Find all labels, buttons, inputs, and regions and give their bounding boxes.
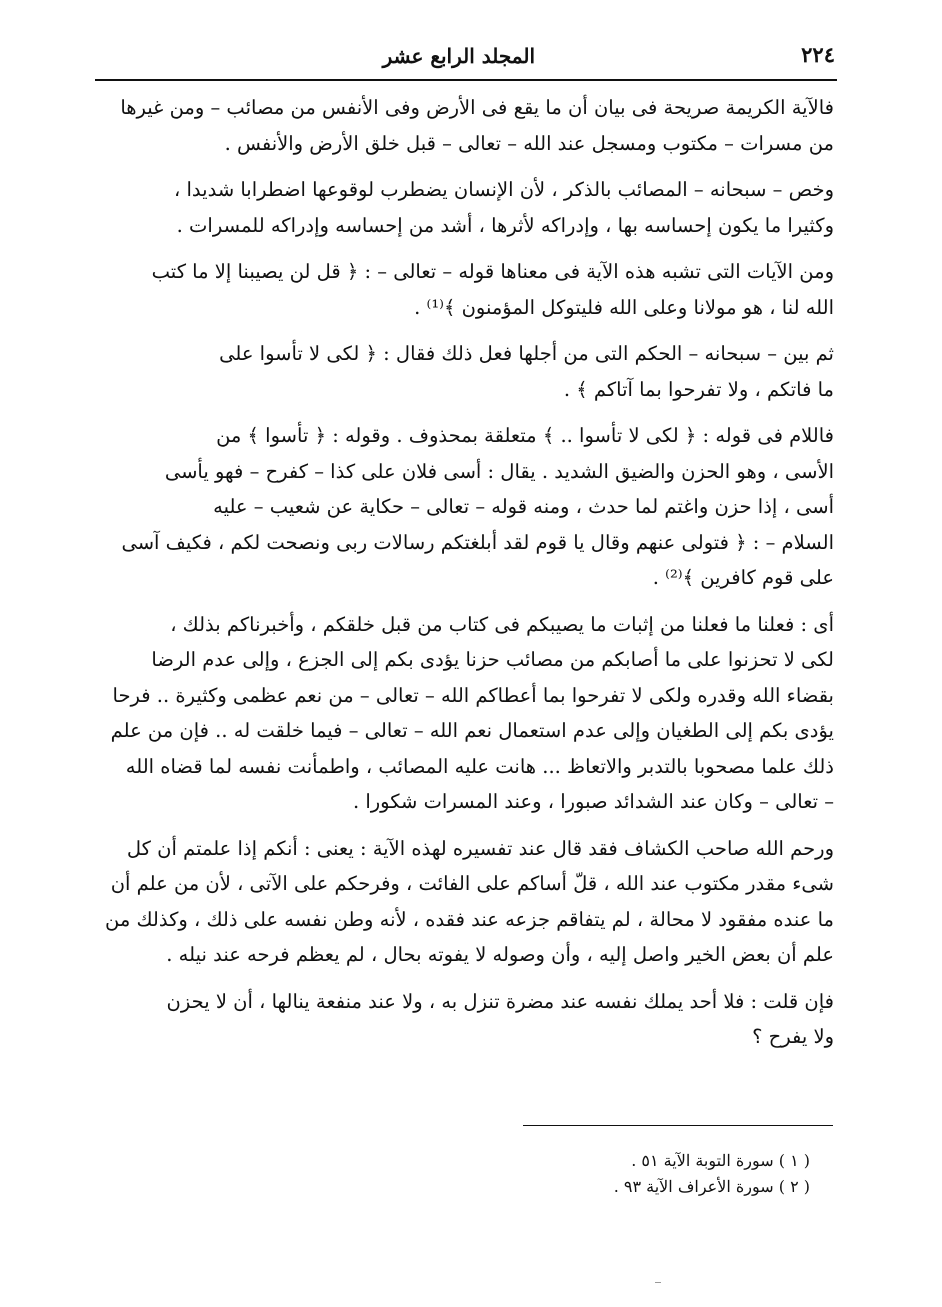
- text-line: وخص – سبحانه – المصائب بالذكر ، لأن الإنسان يضطرب لوقوعها اضطرابا شديدا ،: [174, 178, 834, 201]
- paragraph-3: [82, 254, 834, 325]
- page-number: ٢٢٤: [801, 42, 835, 67]
- text-line: فإن قلت : فلا أحد يملك نفسه عند مضرة تنزل به ، ولا عند منفعة ينالها ، أن لا يحزن: [166, 989, 834, 1013]
- text-line: السلام – : ﴿ فتولى عنهم وقال يا قوم لقد أبلغتكم رسالات ربى ونصحت لكم ، فكيف آسى: [121, 530, 834, 554]
- header-rule: [95, 79, 837, 81]
- paragraph-2: [82, 172, 834, 243]
- paragraph-7: [82, 831, 834, 973]
- page-header: [95, 38, 835, 78]
- text-line: وكثيرا ما يكون إحساسه بها ، وإدراكه لأثرها ، أشد من إحساسه وإدراكه للمسرات .: [176, 213, 834, 237]
- text-line: بقضاء الله وقدره ولكى لا تفرحوا بما أعطاكم الله – تعالى – من نعم عظمى وكثيرة .. فرحا: [112, 683, 834, 707]
- text-line: يؤدى بكم إلى الطغيان وإلى عدم استعمال نعم الله – تعالى – فيما خلقت له .. فإن من علم: [110, 719, 834, 742]
- text-line: أسى ، إذا حزن واغتم لما حدث ، ومنه قوله – تعالى – حكاية عن شعيب – عليه: [213, 495, 834, 518]
- text-line: ثم بين – سبحانه – الحكم التى من أجلها فعل ذلك فقال : ﴿ لكى لا تأسوا على: [219, 342, 834, 365]
- paragraph-5: [82, 418, 834, 596]
- paragraph-6: [82, 607, 834, 820]
- running-title: المجلد الرابع عشر: [382, 44, 535, 68]
- text-line: ومن الآيات التى تشبه هذه الآية فى معناها قوله – تعالى – : ﴿ قل لن يصيبنا إلا ما كتب: [151, 260, 834, 283]
- text-line: ما عنده مفقود لا محالة ، لم يتفاقم جزعه عند فقده ، لأنه وطن نفسه على ذلك ، وكذلك من: [105, 907, 834, 931]
- paragraph-1: [82, 90, 834, 161]
- text-line: لكى لا تحزنوا على ما أصابكم من مصائب حزنا يؤدى بكم إلى الجزع ، وإلى عدم الرضا: [151, 648, 834, 671]
- text-line: ورحم الله صاحب الكشاف فقد قال عند تفسيره لهذه الآية : يعنى : أنكم إذا علمتم أن كل: [126, 836, 834, 860]
- paragraph-8: [82, 984, 834, 1055]
- text-line: من مسرات – مكتوب ومسجل عند الله – تعالى – قبل خلق الأرض والأنفس .: [224, 131, 834, 155]
- text-line: ما فاتكم ، ولا تفرحوا بما آتاكم ﴾ .: [563, 377, 834, 401]
- footnote-rule: [523, 1125, 833, 1126]
- text-line: فالآية الكريمة صريحة فى بيان أن ما يقع فى الأرض وفى الأنفس من مصائب – ومن غيرها: [120, 96, 834, 119]
- text-line: فاللام فى قوله : ﴿ لكى لا تأسوا .. ﴾ متعلقة بمحذوف . وقوله : ﴿ تأسوا ﴾ من: [216, 424, 834, 447]
- footnotes: [300, 1148, 810, 1200]
- text-line: الله لنا ، هو مولانا وعلى الله فليتوكل المؤمنون ﴾⁽¹⁾ .: [414, 295, 834, 319]
- body-text: [82, 90, 834, 1066]
- text-line: علم أن بعض الخير واصل إليه ، وأن وصوله لا يفوته بحال ، لم يعظم فرحه عند نيله .: [166, 943, 834, 966]
- text-line: – تعالى – وكان عند الشدائد صبورا ، وعند المسرات شكورا .: [352, 790, 834, 813]
- text-line: أى : فعلنا ما فعلنا من إثبات ما يصيبكم فى كتاب من قبل خلقكم ، وأخبرناكم بذلك ،: [170, 612, 834, 636]
- text-line: على قوم كافرين ﴾⁽²⁾ .: [652, 566, 834, 589]
- text-line: الأسى ، وهو الحزن والضيق الشديد . يقال : أسى فلان على كذا – كفرح – فهو يأسى: [164, 459, 834, 483]
- footnote-1: ( ١ ) سورة التوبة الآية ٥١ .: [631, 1151, 810, 1170]
- text-line: ذلك علما مصحوبا بالتدبر والاتعاظ ... هانت عليه المصائب ، واطمأنت نفسه لما قضاه الله: [125, 754, 834, 778]
- footnote-2: ( ٢ ) سورة الأعراف الآية ٩٣ .: [613, 1177, 810, 1196]
- scan-artifact: [655, 1282, 661, 1283]
- paragraph-4: [82, 336, 834, 407]
- text-line: ولا يفرح ؟: [752, 1025, 834, 1048]
- text-line: شىء مقدر مكتوب عند الله ، قلّ أساكم على الفائت ، وفرحكم على الآتى ، لأن من علم أن: [110, 872, 834, 895]
